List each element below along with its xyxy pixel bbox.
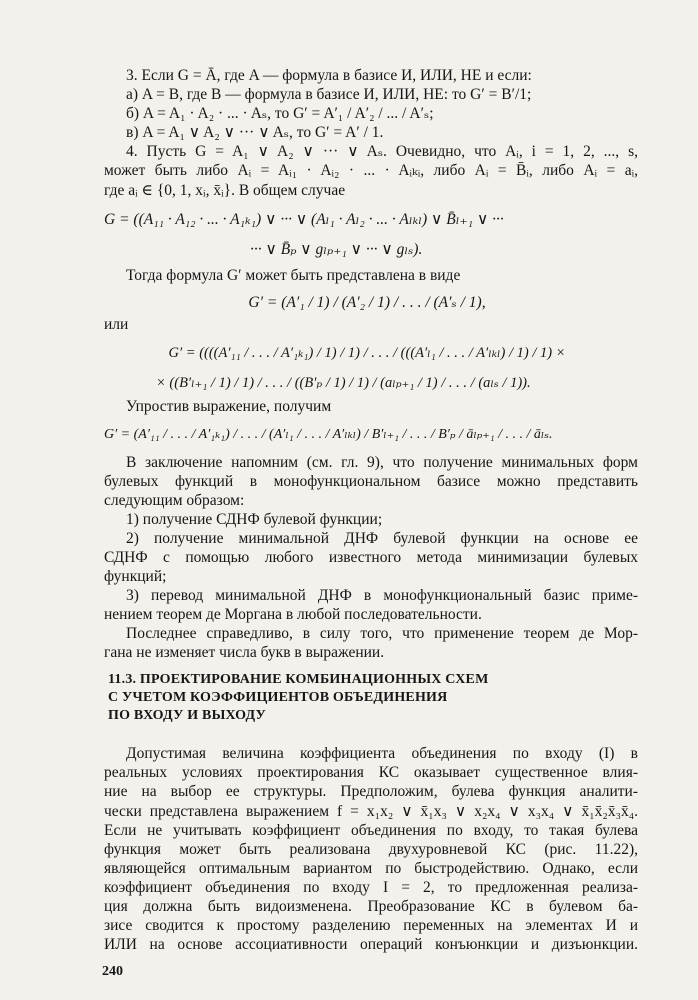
text-line: булевых функций в монофункциональном базисе можно представить	[104, 473, 638, 490]
section-heading: ПО ВХОДУ И ВЫХОДУ	[108, 708, 266, 723]
text-line: или	[104, 316, 129, 333]
text-line: 3) перевод минимальной ДНФ в монофункциональный базис приме-	[126, 587, 638, 604]
text-line: функция может быть реализована двухуровневой КС (рис. 11.22),	[104, 841, 638, 858]
text-line: Допустимая величина коэффициента объединения по входу (I) в	[126, 745, 638, 762]
text-line: 1) получение СДНФ булевой функции;	[126, 511, 383, 528]
text-line: Тогда формула G′ может быть представлена в виде	[126, 267, 461, 284]
text-line: коэффициент объединения по входу I = 2, то предложенная реализа-	[104, 879, 638, 896]
formula-line: × ((B′ₗ₊₁ / 1) / 1) / . . . / ((B′ₚ / 1) / 1) / (aₗₚ₊₁ / 1) / . . . / (aₗₛ / 1)).	[156, 375, 531, 391]
text-line: следующим образом:	[104, 492, 245, 509]
text-line: может быть либо Aᵢ = Aᵢ₁ · Aᵢ₂ · ... · Aᵢₖᵢ, либо Aᵢ = B̄ᵢ, либо Aᵢ = aᵢ,	[104, 162, 638, 179]
text-line: зисе сводится к простому разделению переменных на элементах И и	[104, 917, 638, 934]
text-line: в) A = A₁ ∨ A₂ ∨ ··· ∨ Aₛ, то G′ = A′ / 1.	[126, 124, 384, 141]
text-line: реальных условиях проектирования КС оказывает существенное влия-	[104, 764, 638, 781]
formula-line: G′ = (A′₁ / 1) / (A′₂ / 1) / . . . / (A′ₛ / 1),	[248, 294, 486, 311]
text-line: Последнее справедливо, в силу того, что применение теорем де Мор-	[126, 625, 638, 642]
text-line: являющейся оптимальным вариантом по быстродействию. Однако, если	[104, 860, 638, 877]
text-line: б) A = A₁ · A₂ · ... · Aₛ, то G′ = A′₁ / A′₂ / ... / A′ₛ;	[126, 105, 434, 122]
section-heading: 11.3. ПРОЕКТИРОВАНИЕ КОМБИНАЦИОННЫХ СХЕМ	[108, 672, 489, 687]
text-line: В заключение напомним (см. гл. 9), что получение минимальных форм	[126, 454, 638, 471]
text-line: СДНФ с помощью любого известного метода минимизации булевых	[104, 549, 638, 566]
text-line: 4. Пусть G = A₁ ∨ A₂ ∨ ··· ∨ Aₛ. Очевидно, что Aᵢ, i = 1, 2, ..., s,	[126, 143, 638, 160]
formula-line: G′ = (A′₁₁ / . . . / A′₁ₖ₁) / . . . / (A′ₗ₁ / . . . / A′ₗₖₗ) / B′ₗ₊₁ / . . . / B′ₚ / āₗₚ₊₁ / . . . / āₗₛ.	[104, 427, 553, 442]
text-line: ние на выбор ее структуры. Предположим, булева функция аналити-	[104, 783, 638, 800]
text-line: где aᵢ ∈ {0, 1, xᵢ, x̄ᵢ}. В общем случае	[104, 182, 346, 199]
text-line: 2) получение минимальной ДНФ булевой функции на основе ее	[126, 530, 638, 547]
formula-line: G = ((A₁₁ · A₁₂ · ... · A₁ₖ₁) ∨ ··· ∨ (Aₗ₁ · Aₗ₂ · ... · Aₗₖₗ) ∨ B̄ₗ₊₁ ∨ ···	[104, 211, 504, 228]
formula-line: G′ = ((((A′₁₁ / . . . / A′₁ₖ₁) / 1) / 1) / . . . / (((A′ₗ₁ / . . . / A′ₗₖₗ) / 1) / 1) ×	[168, 345, 566, 361]
page-number: 240	[102, 964, 123, 979]
text-line: Упростив выражение, получим	[126, 398, 332, 415]
text-line: а) A = B, где B — формула в базисе И, ИЛИ, НЕ: то G′ = B′/1;	[126, 86, 532, 103]
text-line: нением теорем де Моргана в любой последовательности.	[104, 606, 482, 623]
text-line: 3. Если G = Ā, где A — формула в базисе И, ИЛИ, НЕ и если:	[126, 67, 532, 84]
text-line: Если не учитывать коэффициент объединения по входу, то такая булева	[104, 822, 638, 839]
formula-line: ··· ∨ B̄ₚ ∨ gₗₚ₊₁ ∨ ··· ∨ gₗₛ).	[250, 241, 423, 258]
text-line: гана не изменяет числа букв в выражении.	[104, 644, 385, 661]
text-line: функций;	[104, 568, 167, 585]
text-line: чески представлена выражением f = x₁x₂ ∨ x̄₁x₃ ∨ x₂x₄ ∨ x₃x₄ ∨ x̄₁x̄₂x̄₃x̄₄.	[104, 803, 638, 820]
section-heading: С УЧЕТОМ КОЭФФИЦИЕНТОВ ОБЪЕДИНЕНИЯ	[108, 690, 448, 705]
text-line: ИЛИ на основе ассоциативности операций конъюнкции и дизъюнкции.	[104, 936, 638, 953]
text-line: ция должна быть видоизменена. Преобразование КС в булевом ба-	[104, 898, 638, 915]
